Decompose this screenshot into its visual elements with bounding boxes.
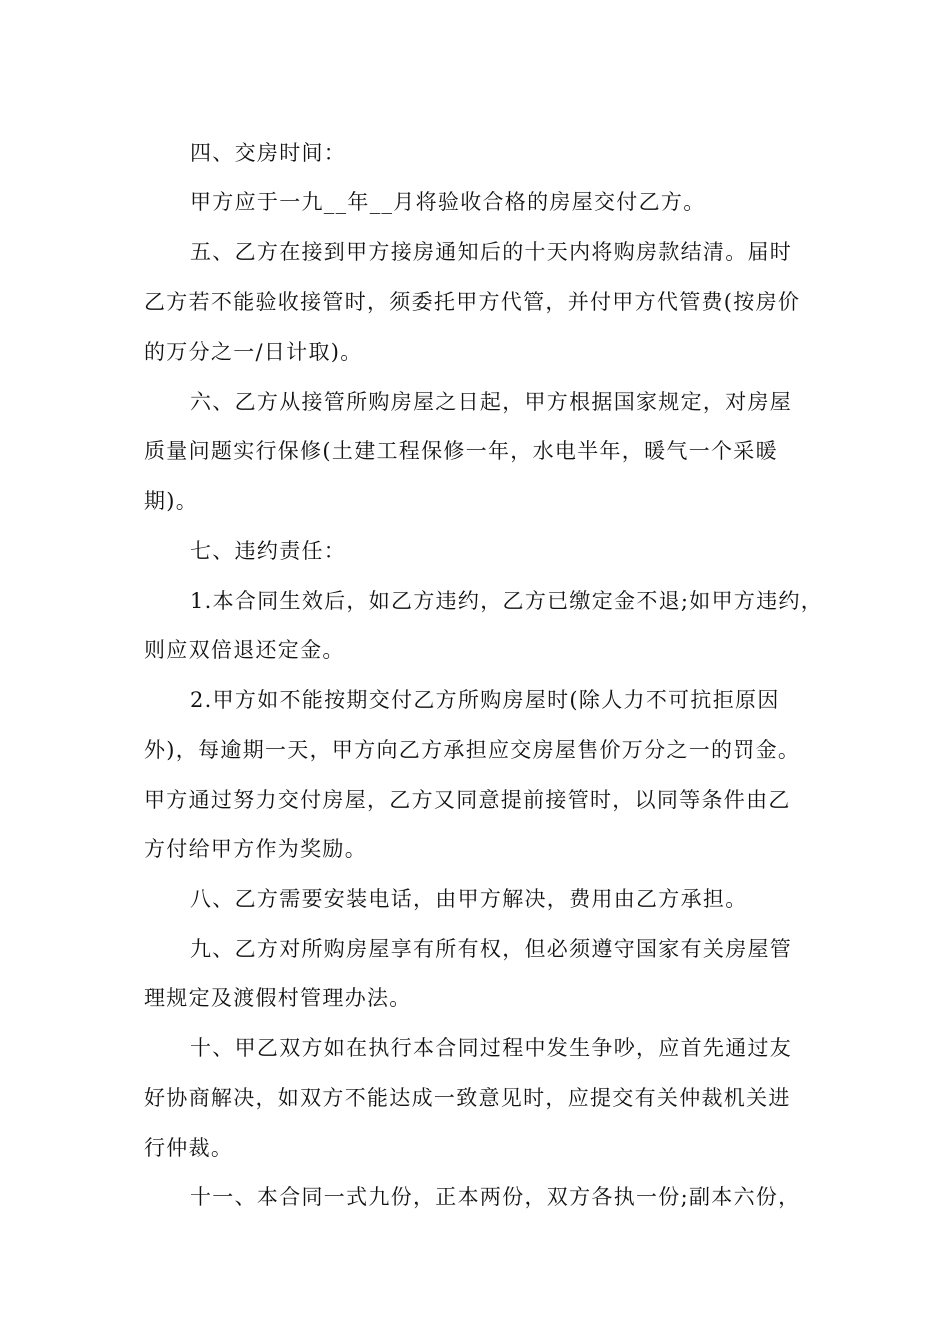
paragraph-line: 期)。 (144, 489, 199, 513)
paragraph-line: 2.甲方如不能按期交付乙方所购房屋时(除人力不可抗拒原因 (190, 688, 780, 712)
paragraph-line: 质量问题实行保修(土建工程保修一年，水电半年，暖气一个采暖 (144, 439, 778, 463)
paragraph-line: 八、乙方需要安装电话，由甲方解决，费用由乙方承担。 (190, 887, 748, 911)
paragraph-line: 六、乙方从接管所购房屋之日起，甲方根据国家规定，对房屋 (190, 390, 793, 414)
paragraph-line: 则应双倍退还定金。 (144, 638, 345, 662)
paragraph-line: 甲方应于一九__年__月将验收合格的房屋交付乙方。 (190, 190, 706, 214)
section-heading-breach-liability: 七、违约责任： (190, 539, 347, 563)
paragraph-line: 1.本合同生效后，如乙方违约，乙方已缴定金不退;如甲方违约， (190, 589, 824, 613)
paragraph-line: 外)，每逾期一天，甲方向乙方承担应交房屋售价万分之一的罚金。 (144, 738, 801, 762)
paragraph-line: 五、乙方在接到甲方接房通知后的十天内将购房款结清。届时 (190, 240, 793, 264)
paragraph-line: 九、乙方对所购房屋享有所有权，但必须遵守国家有关房屋管 (190, 937, 793, 961)
paragraph-line: 理规定及渡假村管理办法。 (144, 986, 412, 1010)
paragraph-line: 好协商解决，如双方不能达成一致意见时，应提交有关仲裁机关进 (144, 1086, 791, 1110)
paragraph-line: 行仲裁。 (144, 1136, 234, 1160)
paragraph-line: 乙方若不能验收接管时，须委托甲方代管，并付甲方代管费(按房价 (144, 290, 801, 314)
section-heading-handover-time: 四、交房时间： (190, 141, 347, 165)
paragraph-line: 方付给甲方作为奖励。 (144, 837, 367, 861)
paragraph-line: 十一、本合同一式九份，正本两份，双方各执一份;副本六份， (190, 1185, 801, 1209)
paragraph-line: 十、甲乙双方如在执行本合同过程中发生争吵，应首先通过友 (190, 1036, 793, 1060)
paragraph-line: 甲方通过努力交付房屋，乙方又同意提前接管时，以同等条件由乙 (144, 788, 791, 812)
paragraph-line: 的万分之一/日计取)。 (144, 340, 363, 364)
